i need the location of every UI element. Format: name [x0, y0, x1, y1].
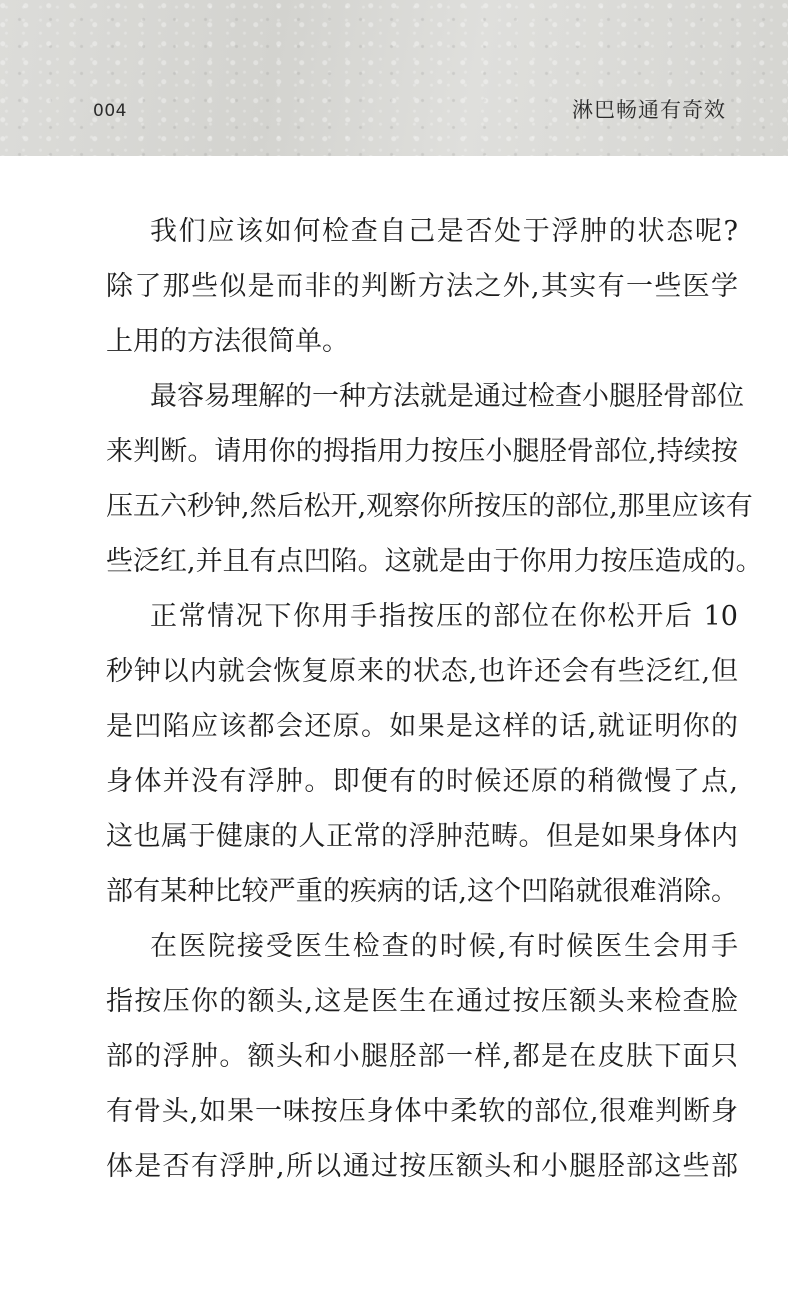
text-line: 有骨头,如果一味按压身体中柔软的部位,很难判断身: [106, 1096, 738, 1127]
text-line: 指按压你的额头,这是医生在通过按压额头来检查脸: [106, 986, 738, 1017]
text-line: 最容易理解的一种方法就是通过检查小腿胫骨部位: [150, 381, 744, 412]
text-line: 正常情况下你用手指按压的部位在你松开后 10: [150, 601, 738, 632]
text-line: 压五六秒钟,然后松开,观察你所按压的部位,那里应该有: [106, 491, 753, 522]
page-number: 004: [93, 101, 127, 121]
text-line: 身体并没有浮肿。即便有的时候还原的稍微慢了点,: [106, 766, 738, 797]
text-line: 上用的方法很简单。: [106, 326, 349, 357]
text-line: 部的浮肿。额头和小腿胫部一样,都是在皮肤下面只: [106, 1041, 738, 1072]
running-title: 淋巴畅通有奇效: [572, 98, 726, 122]
text-line: 在医院接受医生检查的时候,有时候医生会用手: [150, 931, 738, 962]
text-line: 是凹陷应该都会还原。如果是这样的话,就证明你的: [106, 711, 738, 742]
text-line: 来判断。请用你的拇指用力按压小腿胫骨部位,持续按: [106, 436, 738, 467]
text-line: 我们应该如何检查自己是否处于浮肿的状态呢?: [150, 216, 738, 247]
text-line: 秒钟以内就会恢复原来的状态,也许还会有些泛红,但: [106, 656, 738, 687]
text-line: 这也属于健康的人正常的浮肿范畴。但是如果身体内: [106, 821, 738, 852]
text-line: 部有某种比较严重的疾病的话,这个凹陷就很难消除。: [106, 876, 738, 907]
text-line: 除了那些似是而非的判断方法之外,其实有一些医学: [106, 271, 738, 302]
text-line: 些泛红,并且有点凹陷。这就是由于你用力按压造成的。: [106, 546, 763, 577]
text-line: 体是否有浮肿,所以通过按压额头和小腿胫部这些部: [106, 1151, 738, 1182]
page-header: [0, 0, 788, 156]
